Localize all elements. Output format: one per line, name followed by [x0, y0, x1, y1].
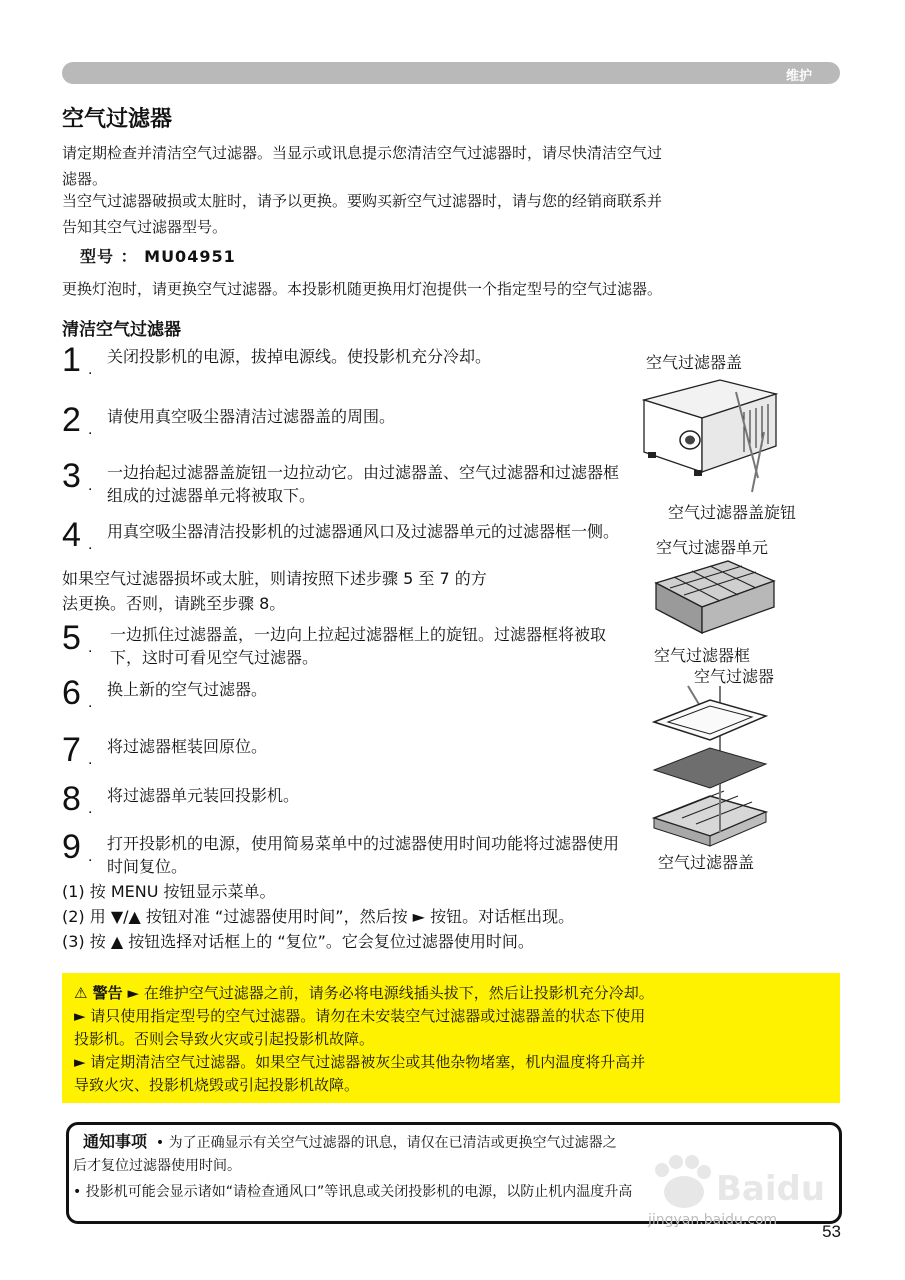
intro-line-4: 告知其空气过滤器型号。	[62, 218, 228, 236]
label-filter-cover: 空气过滤器盖	[646, 353, 743, 372]
step-text: 用真空吸尘器清洁投影机的过滤器通风口及过滤器单元的过滤器框一侧。	[107, 522, 620, 541]
filter-unit-illustration	[650, 555, 780, 640]
notice-text-1: • 为了正确显示有关空气过滤器的讯息，请仅在已清洁或更换空气过滤器之	[155, 1135, 617, 1151]
damaged-note-line-2: 法更换。否则，请跳至步骤 8。	[62, 594, 286, 613]
section-label: 维护	[785, 69, 812, 84]
step-text: 将过滤器框装回原位。	[107, 737, 268, 756]
step-text: 请使用真空吸尘器清洁过滤器盖的周围。	[107, 407, 396, 426]
step-text: 换上新的空气过滤器。	[107, 680, 268, 699]
label-filter-unit: 空气过滤器单元	[656, 538, 769, 557]
step-number: 7	[62, 731, 81, 769]
step-text: 关闭投影机的电源，拔掉电源线。使投影机充分冷却。	[107, 347, 492, 366]
warning-line-4: ► 请定期清洁空气过滤器。如果空气过滤器被灰尘或其他杂物堵塞，机内温度将升高并	[74, 1053, 646, 1071]
step-number: 3	[62, 457, 81, 495]
warning-line-2: ► 请只使用指定型号的空气过滤器。请勿在未安装空气过滤器或过滤器盖的状态下使用	[74, 1007, 646, 1025]
step-text: 一边抓住过滤器盖，一边向上拉起过滤器框上的旋钮。过滤器框将被取下，这时可看见空气过滤器。	[110, 625, 607, 667]
step-number: 2	[62, 401, 81, 439]
projector-illustration	[636, 372, 786, 500]
label-filter-cover-bottom: 空气过滤器盖	[658, 853, 755, 872]
step-number: 5	[62, 619, 81, 657]
substep-2: (2) 用 ▼/▲ 按钮对准 “过滤器使用时间”，然后按 ► 按钮。对话框出现。	[62, 907, 575, 926]
exploded-filter-illustration	[648, 664, 778, 854]
watermark-url: jingyan.baidu.com	[648, 1212, 778, 1228]
step-text: 一边抬起过滤器盖旋钮一边拉动它。由过滤器盖、空气过滤器和过滤器框组成的过滤器单元将被取下。	[107, 463, 620, 505]
warning-heading: ⚠ 警告	[74, 984, 123, 1002]
notice-heading: 通知事项	[83, 1132, 148, 1151]
intro-line-3: 当空气过滤器破损或太脏时，请予以更换。要购买新空气过滤器时，请与您的经销商联系并	[62, 192, 663, 210]
warning-line-5: 导致火灾、投影机烧毁或引起投影机故障。	[74, 1076, 360, 1094]
intro-line-2: 滤器。	[62, 170, 108, 188]
label-air-filter: 空气过滤器	[694, 667, 775, 686]
step-number: 1	[62, 341, 81, 379]
model-number: 型号 ： MU04951	[80, 247, 236, 266]
label-filter-cover-knob: 空气过滤器盖旋钮	[668, 503, 797, 522]
section-subtitle: 清洁空气过滤器	[62, 320, 181, 340]
step-number: 4	[62, 516, 81, 554]
warning-box	[62, 973, 840, 1103]
intro-line-1: 请定期检查并清洁空气过滤器。当显示或讯息提示您清洁空气过滤器时，请尽快清洁空气过	[62, 144, 663, 162]
notice-line-2: 后才复位过滤器使用时间。	[73, 1158, 241, 1174]
step-number: 6	[62, 674, 81, 712]
damaged-note-line-1: 如果空气过滤器损坏或太脏，则请按照下述步骤 5 至 7 的方	[62, 569, 487, 588]
label-filter-frame: 空气过滤器框	[654, 646, 751, 665]
page-number: 53	[822, 1222, 841, 1241]
substep-1: (1) 按 MENU 按钮显示菜单。	[62, 882, 276, 901]
notice-line-3: • 投影机可能会显示诸如“请检查通风口”等讯息或关闭投影机的电源，以防止机内温度升高	[73, 1184, 633, 1200]
replace-note: 更换灯泡时，请更换空气过滤器。本投影机随更换用灯泡提供一个指定型号的空气过滤器。	[62, 280, 663, 298]
substep-3: (3) 按 ▲ 按钮选择对话框上的 “复位”。它会复位过滤器使用时间。	[62, 932, 534, 951]
warning-line-1	[74, 982, 834, 1005]
step-text: 打开投影机的电源，使用简易菜单中的过滤器使用时间功能将过滤器使用时间复位。	[107, 834, 620, 876]
section-header-bar	[62, 62, 840, 84]
warning-line-3: 投影机。否则会导致火灾或引起投影机故障。	[74, 1030, 375, 1048]
step-text: 将过滤器单元装回投影机。	[107, 786, 300, 805]
step-number: 9	[62, 828, 81, 866]
step-number: 8	[62, 780, 81, 818]
svg-text:Baidu: Baidu	[716, 1169, 826, 1209]
baidu-watermark-logo	[640, 1148, 850, 1218]
page-title: 空气过滤器	[62, 107, 173, 132]
warning-text-1: ► 在维护空气过滤器之前，请务必将电源线插头拔下，然后让投影机充分冷却。	[127, 984, 654, 1002]
